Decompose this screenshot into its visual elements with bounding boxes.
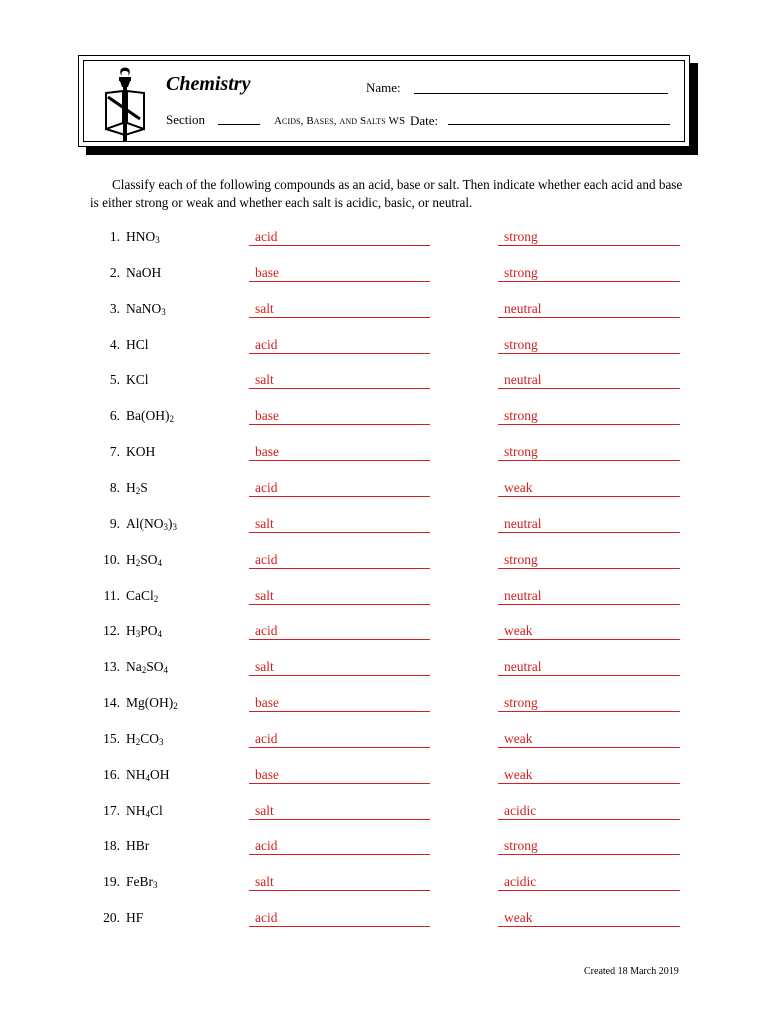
date-field[interactable]	[448, 124, 670, 125]
strength-answer[interactable]: weak	[498, 910, 680, 927]
formula-text: HBr	[126, 838, 150, 854]
formula-subscript: 3	[163, 521, 168, 532]
formula-text: HF	[126, 910, 144, 926]
formula-subscript: 4	[157, 629, 163, 640]
compound-formula	[126, 588, 158, 604]
question-row	[0, 516, 770, 536]
instructions: Classify each of the following compounds as an acid, base or salt. Then indicate whether each acid and base is either strong or weak and whether each salt is acidic, basic, or neutral.	[90, 177, 683, 210]
formula-text: H	[126, 479, 136, 495]
compound-type-answer[interactable]: acid	[249, 480, 430, 497]
formula-text: HCl	[126, 336, 149, 352]
formula-subscript: 4	[145, 808, 150, 819]
formula-text: H	[126, 730, 136, 746]
formula-subscript: 3	[161, 306, 166, 317]
section-label: Section	[166, 112, 205, 127]
question-number: 7.	[109, 444, 120, 460]
compound-type-answer[interactable]: base	[249, 767, 430, 784]
question-number: 11.	[103, 587, 120, 603]
question-number: 18.	[103, 838, 120, 854]
formula-text: H	[126, 551, 136, 567]
compound-formula	[126, 444, 155, 460]
formula-text: CO	[140, 730, 160, 746]
formula-text: HNO	[126, 229, 156, 244]
question-number: 3.	[109, 300, 120, 316]
compound-type-answer[interactable]: salt	[249, 659, 430, 676]
question-row	[0, 803, 770, 823]
compound-formula	[126, 265, 161, 281]
formula-text: Na	[126, 659, 142, 675]
strength-answer[interactable]: strong	[498, 229, 680, 246]
formula-text: CaCl	[126, 587, 154, 603]
formula-text: Al(NO	[126, 515, 164, 531]
question-row	[0, 408, 770, 428]
compound-formula	[126, 372, 149, 388]
formula-text: Mg(OH)	[126, 695, 174, 711]
compound-formula	[126, 229, 160, 245]
formula-text: PO	[140, 623, 158, 639]
question-number: 13.	[103, 659, 120, 675]
question-row	[0, 838, 770, 858]
compound-type-answer[interactable]: acid	[249, 552, 430, 569]
compound-type-answer[interactable]: acid	[249, 731, 430, 748]
compound-formula	[126, 910, 143, 926]
formula-text: OH	[150, 766, 170, 782]
compound-type-answer[interactable]: acid	[249, 623, 430, 640]
formula-text: FeBr	[126, 874, 153, 890]
question-row	[0, 337, 770, 357]
question-row	[0, 444, 770, 464]
question-number: 2.	[109, 264, 120, 280]
strength-answer[interactable]: strong	[498, 444, 680, 461]
strength-answer[interactable]: weak	[498, 623, 680, 640]
strength-answer[interactable]: strong	[498, 695, 680, 712]
name-field[interactable]	[414, 93, 668, 94]
strength-answer[interactable]: neutral	[498, 516, 680, 533]
compound-formula	[126, 480, 148, 496]
compound-type-answer[interactable]: acid	[249, 910, 430, 927]
question-row	[0, 874, 770, 894]
torch-book-icon	[104, 67, 146, 143]
formula-subscript: 3	[135, 629, 141, 640]
strength-answer[interactable]: strong	[498, 265, 680, 282]
compound-formula	[126, 408, 174, 424]
formula-subscript: 3	[153, 880, 158, 891]
question-row	[0, 695, 770, 715]
strength-answer[interactable]: strong	[498, 552, 680, 569]
question-row	[0, 372, 770, 392]
question-row	[0, 767, 770, 787]
compound-formula	[126, 337, 149, 353]
question-number: 1.	[109, 229, 120, 244]
formula-text: SO	[146, 659, 164, 675]
compound-formula	[126, 731, 164, 747]
formula-subscript: 3	[155, 235, 160, 245]
strength-answer[interactable]: weak	[498, 767, 680, 784]
formula-subscript: 4	[163, 665, 169, 676]
strength-answer[interactable]: strong	[498, 337, 680, 354]
formula-text: NaOH	[126, 264, 162, 280]
section-field[interactable]	[218, 124, 260, 125]
formula-subscript: 2	[141, 665, 147, 676]
compound-formula	[126, 695, 178, 711]
formula-text: S	[140, 479, 148, 495]
strength-answer[interactable]: neutral	[498, 301, 680, 318]
formula-text: SO	[140, 551, 158, 567]
compound-formula	[126, 838, 149, 854]
strength-answer[interactable]: weak	[498, 480, 680, 497]
compound-type-answer[interactable]: base	[249, 444, 430, 461]
header-inner-frame	[83, 60, 685, 142]
strength-answer[interactable]: strong	[498, 838, 680, 855]
formula-subscript: 3	[159, 736, 164, 747]
question-number: 19.	[103, 874, 120, 890]
formula-subscript: 2	[135, 736, 141, 747]
compound-type-answer[interactable]: salt	[249, 301, 430, 318]
formula-text: H	[126, 623, 136, 639]
worksheet-header	[78, 55, 690, 147]
formula-text: KOH	[126, 444, 156, 460]
question-number: 16.	[103, 766, 120, 782]
question-row	[0, 731, 770, 751]
formula-text: Cl	[150, 802, 163, 818]
compound-type-answer[interactable]: salt	[249, 803, 430, 820]
question-row	[0, 552, 770, 572]
compound-formula	[126, 623, 162, 639]
formula-text: NaNO	[126, 300, 162, 316]
compound-formula	[126, 552, 162, 568]
question-number: 8.	[109, 479, 120, 495]
compound-type-answer[interactable]: acid	[249, 229, 430, 246]
compound-type-answer[interactable]: base	[249, 265, 430, 282]
formula-text: NH	[126, 766, 146, 782]
formula-subscript: 2	[153, 593, 159, 604]
compound-type-answer[interactable]: acid	[249, 838, 430, 855]
question-number: 12.	[103, 623, 120, 639]
footer-created-date: Created 18 March 2019	[584, 966, 679, 977]
compound-formula	[126, 301, 166, 317]
formula-subscript: 2	[135, 485, 141, 496]
formula-subscript: 3	[172, 521, 177, 532]
strength-answer[interactable]: neutral	[498, 588, 680, 605]
compound-type-answer[interactable]: base	[249, 408, 430, 425]
compound-type-answer[interactable]: salt	[249, 874, 430, 891]
compound-type-answer[interactable]: acid	[249, 337, 430, 354]
question-number: 9.	[109, 515, 120, 531]
page-title: Chemistry	[166, 73, 251, 95]
formula-subscript: 2	[135, 557, 141, 568]
compound-type-answer[interactable]: base	[249, 695, 430, 712]
formula-text: NH	[126, 802, 146, 818]
question-number: 5.	[109, 372, 120, 388]
compound-formula	[126, 803, 163, 819]
compound-type-answer[interactable]: salt	[249, 516, 430, 533]
formula-text: Ba(OH)	[126, 408, 170, 424]
question-row	[0, 301, 770, 321]
question-row	[0, 480, 770, 500]
worksheet-title: Acids, Bases, and Salts WS	[274, 115, 406, 127]
compound-formula	[126, 767, 170, 783]
question-row	[0, 623, 770, 643]
strength-answer[interactable]: acidic	[498, 874, 680, 891]
formula-text: )	[168, 515, 173, 531]
question-number: 4.	[109, 336, 120, 352]
question-number: 10.	[103, 551, 120, 567]
question-number: 6.	[109, 408, 120, 424]
formula-subscript: 2	[173, 701, 178, 712]
formula-subscript: 2	[169, 414, 174, 425]
date-label: Date:	[410, 113, 439, 128]
strength-answer[interactable]: weak	[498, 731, 680, 748]
question-number: 20.	[103, 910, 120, 926]
compound-type-answer[interactable]: salt	[249, 372, 430, 389]
formula-subscript: 4	[145, 772, 150, 783]
formula-subscript: 4	[157, 557, 163, 568]
compound-formula	[126, 874, 158, 890]
strength-answer[interactable]: neutral	[498, 659, 680, 676]
question-row	[0, 588, 770, 608]
strength-answer[interactable]: neutral	[498, 372, 680, 389]
compound-formula	[126, 659, 168, 675]
question-number: 17.	[103, 802, 120, 818]
strength-answer[interactable]: acidic	[498, 803, 680, 820]
strength-answer[interactable]: strong	[498, 408, 680, 425]
question-number: 15.	[103, 730, 120, 746]
question-row	[0, 265, 770, 285]
question-row	[0, 659, 770, 679]
formula-text: KCl	[126, 372, 149, 388]
question-number: 14.	[103, 695, 120, 711]
compound-type-answer[interactable]: salt	[249, 588, 430, 605]
name-label: Name:	[366, 80, 401, 95]
compound-formula	[126, 516, 177, 532]
question-row	[0, 229, 770, 249]
question-row	[0, 910, 770, 930]
